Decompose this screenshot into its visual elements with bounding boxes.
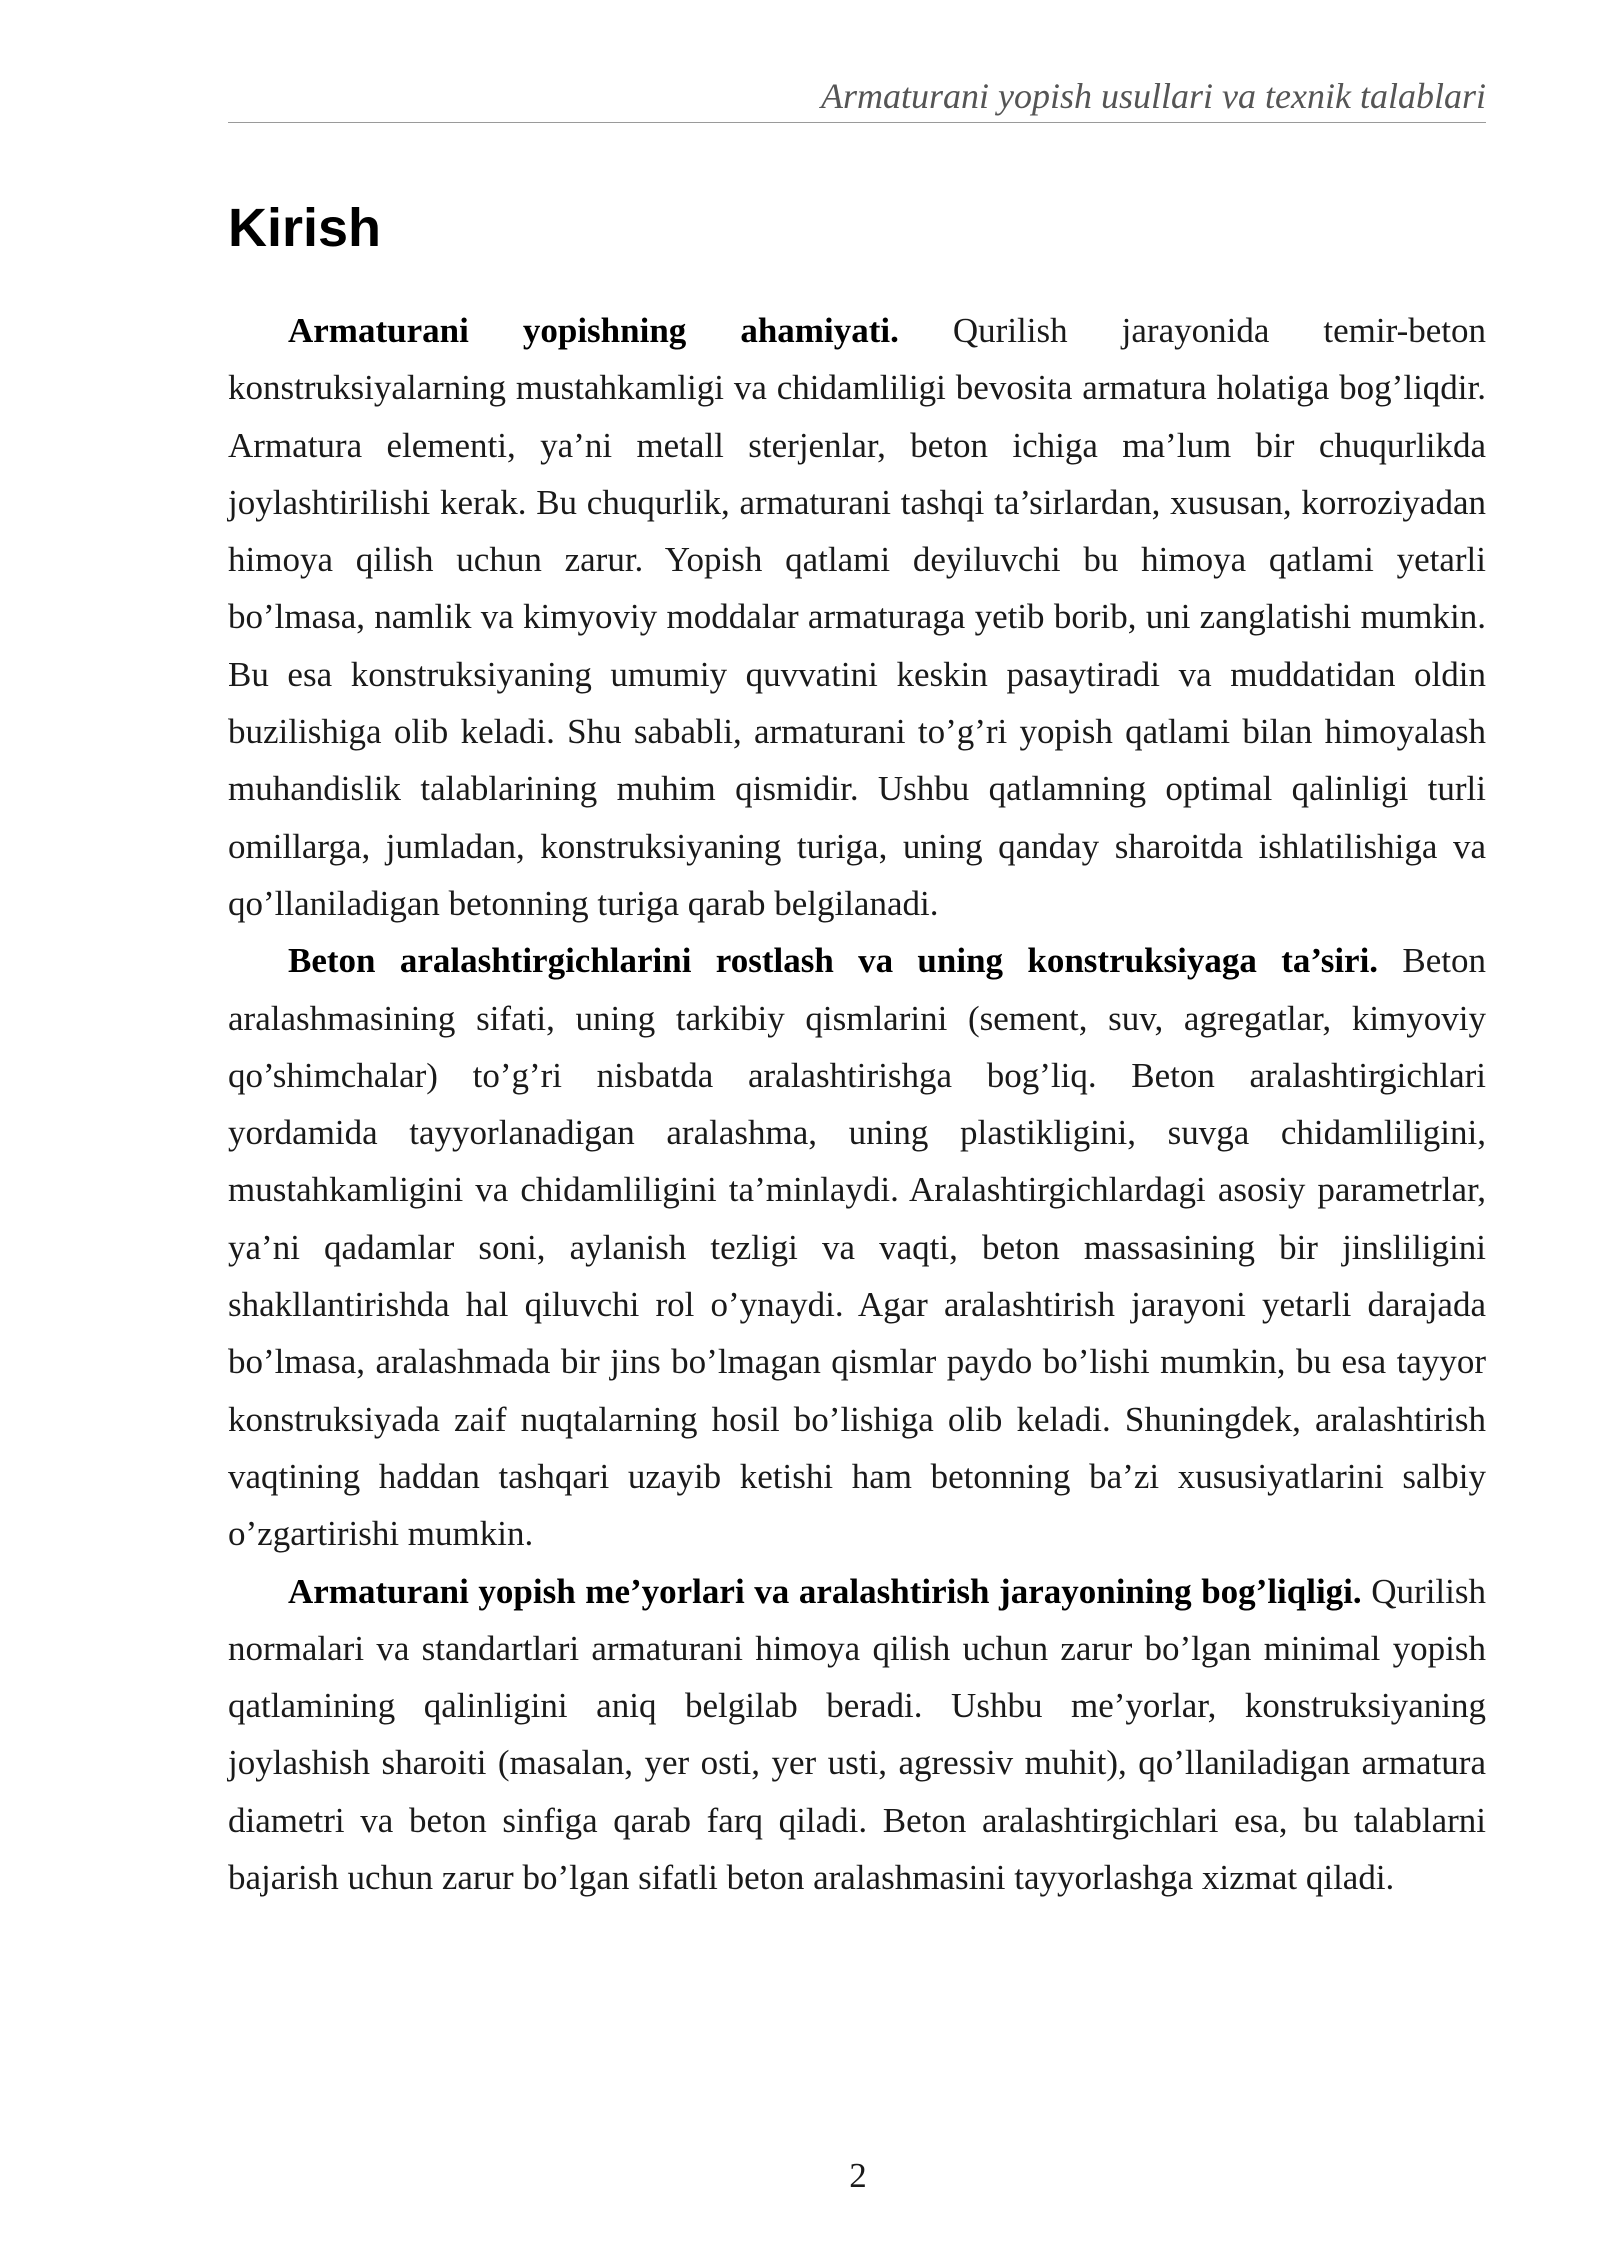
paragraph-lead: Armaturani yopish me’yorlari va aralashtirish jarayonining bog’liqligi.: [288, 1571, 1362, 1611]
paragraph-text: Beton aralashmasining sifati, uning tarkibiy qismlarini (sement, suv, agregatlar, kimyoviy qo’shimchalar) to’g’ri nisbatda aralashtirishga bog’liq. Beton aralashtirgichlari yordamida tayyorlanadigan aralashma, uning plastikligini, suvga chidamliligini, mustahkamligini va chidamliligini ta’minlaydi. Aralashtirgichlardagi asosiy parametrlar, ya’ni qadamlar soni, aylanish tezligi va vaqti, beton massasining bir jinsliligini shakllantirishda hal qiluvchi rol o’ynaydi. Agar aralashtirish jarayoni yetarli darajada bo’lmasa, aralashmada bir jins bo’lmagan qismlar paydo bo’lishi mumkin, bu esa tayyor konstruksiyada zaif nuqtalarning hosil bo’lishiga olib keladi. Shuningdek, aralashtirish vaqtining haddan tashqari uzayib ketishi ham betonning ba’zi xususiyatlarini salbiy o’zgartirishi mumkin.: [228, 941, 1486, 1554]
paragraph-text: Qurilish normalari va standartlari armaturani himoya qilish uchun zarur bo’lgan minimal yopish qatlamining qalinligini aniq belgilab beradi. Ushbu me’yorlar, konstruksiyaning joylashish sharoiti (masalan, yer osti, yer usti, agressiv muhit), qo’llaniladigan armatura diametri va beton sinfiga qarab farq qiladi. Beton aralashtirgichlari esa, bu talablarni bajarish uchun zarur bo’lgan sifatli beton aralashmasini tayyorlashga xizmat qiladi.: [228, 1571, 1486, 1898]
page-number: 2: [849, 2156, 867, 2195]
paragraph-cover-norms: [228, 1563, 1486, 1907]
section-title: Kirish: [228, 198, 382, 258]
paragraph-mixer-adjustment: [228, 932, 1486, 1562]
paragraph-lead: Armaturani yopishning ahamiyati.: [288, 311, 899, 350]
header-divider: [228, 122, 1486, 123]
paragraph-lead: Beton aralashtirgichlarini rostlash va uning konstruksiyaga ta’siri.: [288, 941, 1379, 981]
running-header: Armaturani yopish usullari va texnik talablari: [821, 76, 1486, 116]
paragraph-importance: [228, 302, 1486, 932]
body-text: [228, 302, 1486, 1906]
paragraph-text: Qurilish jarayonida temir-beton konstruksiyalarning mustahkamligi va chidamliligi bevosita armatura holatiga bog’liqdir. Armatura elementi, ya’ni metall sterjenlar, beton ichiga ma’lum bir chuqurlikda joylashtirilishi kerak. Bu chuqurlik, armaturani tashqi ta’sirlardan, xususan, korroziyadan himoya qilish uchun zarur. Yopish qatlami deyiluvchi bu himoya qatlami yetarli bo’lmasa, namlik va kimyoviy moddalar armaturaga yetib borib, uni zanglatishi mumkin. Bu esa konstruksiyaning umumiy quvvatini keskin pasaytiradi va muddatidan oldin buzilishiga olib keladi. Shu sababli, armaturani to’g’ri yopish qatlami bilan himoyalash muhandislik talablarining muhim qismidir. Ushbu qatlamning optimal qalinligi turli omillarga, jumladan, konstruksiyaning turiga, uning qanday sharoitda ishlatilishiga va qo’llaniladigan betonning turiga qarab belgilanadi.: [228, 311, 1487, 923]
